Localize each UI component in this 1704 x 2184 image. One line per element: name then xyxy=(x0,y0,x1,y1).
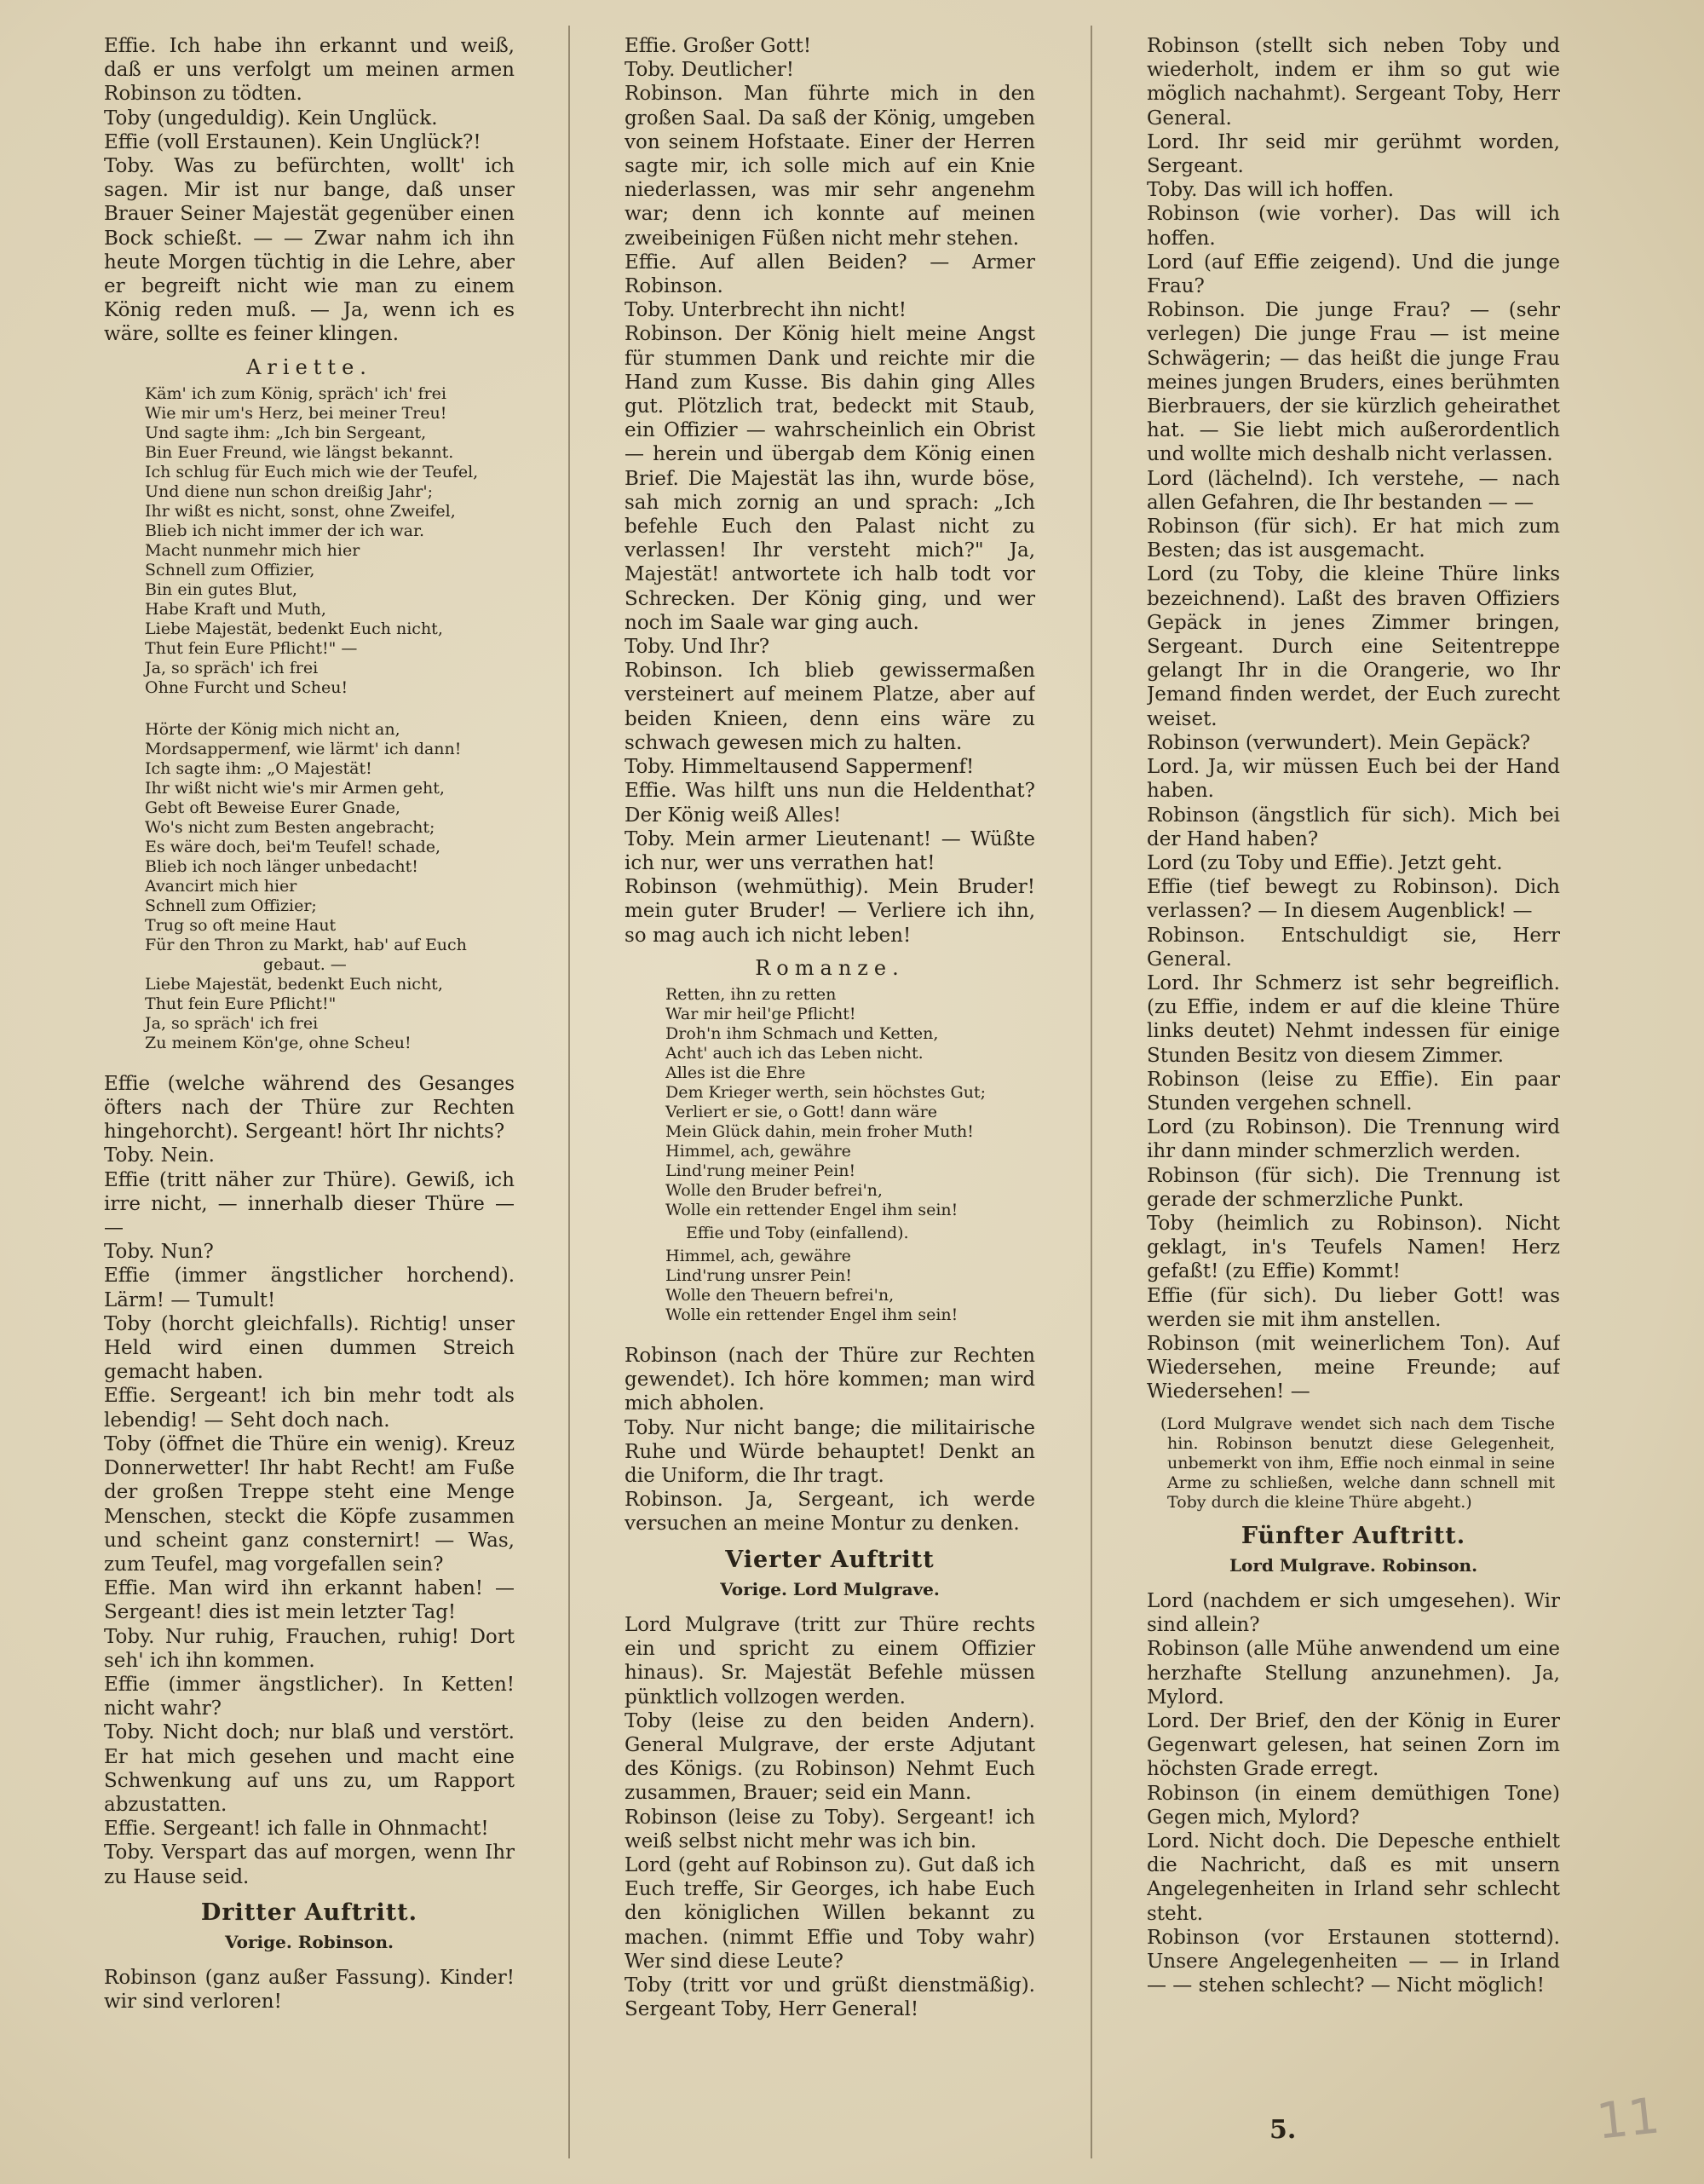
paragraph: Effie. Großer Gott! xyxy=(625,35,812,57)
verse-line: Wolle ein rettender Engel ihm sein! xyxy=(665,1200,958,1219)
paragraph: Robinson (vor Erstaunen stotternd). Unsere Angelegenheiten — — in Irland — — stehen schlecht? — Nicht möglich! xyxy=(1147,1926,1560,1997)
paragraph: Robinson. Ja, Sergeant, ich werde versuchen an meine Montur zu denken. xyxy=(625,1489,1035,1536)
verse-line: Retten, ihn zu retten xyxy=(665,984,837,1004)
verse-line: Acht' auch ich das Leben nicht. xyxy=(665,1043,924,1063)
song-title: Ariette. xyxy=(246,354,372,379)
verse-line: Ihr wißt nicht wie's mir Armen geht, xyxy=(145,778,445,798)
stage-direction: (Lord Mulgrave wendet sich nach dem Tische hin. Robinson benutzt diese Gelegenheit, unbemerkt von ihm, Effie noch einmal in seine Arme zu schließen, welche dann schnell mit Toby durch die kleine Thüre abgeht.) xyxy=(1160,1414,1555,1512)
paragraph: Effie (tief bewegt zu Robinson). Dich verlassen? — In diesem Augenblick! — xyxy=(1147,876,1560,923)
romanze-stanza-2 xyxy=(665,1247,1035,1325)
ariette-stanza-2 xyxy=(145,720,515,1053)
verse-line: Ja, so spräch' ich frei xyxy=(145,658,319,677)
verse-line: Habe Kraft und Muth, xyxy=(145,599,326,619)
page-number: 5. xyxy=(1269,2115,1297,2145)
paragraph: Lord (zu Toby und Effie). Jetzt geht. xyxy=(1147,851,1503,874)
verse-line: gebaut. — xyxy=(145,954,347,974)
paragraph: Robinson (ganz außer Fassung). Kinder! wir sind verloren! xyxy=(104,1967,515,2014)
verse-line: Bin ein gutes Blut, xyxy=(145,579,297,599)
paragraph: Robinson (ängstlich für sich). Mich bei der Hand haben? xyxy=(1147,804,1560,850)
paragraph: Robinson (stellt sich neben Toby und wiederholt, indem er ihm so gut wie möglich nachahmt). Sergeant Toby, Herr General. xyxy=(1147,35,1560,130)
paragraph: Effie. Auf allen Beiden? — Armer Robinson. xyxy=(625,251,1035,298)
verse-line: Ihr wißt es nicht, sonst, ohne Zweifel, xyxy=(145,501,456,521)
paragraph: Effie. Was hilft uns nun die Heldenthat? Der König weiß Alles! xyxy=(625,780,1035,827)
paragraph: Toby (ungeduldig). Kein Unglück. xyxy=(104,107,438,130)
paragraph: Lord (lächelnd). Ich verstehe, — nach allen Gefahren, die Ihr bestanden — — xyxy=(1147,467,1560,514)
paragraph: Lord (auf Effie zeigend). Und die junge Frau? xyxy=(1147,251,1560,298)
verse-line: Wo's nicht zum Besten angebracht; xyxy=(145,817,435,837)
paragraph: Effie (tritt näher zur Thüre). Gewiß, ich irre nicht, — innerhalb dieser Thüre — — xyxy=(104,1168,515,1240)
paragraph: Robinson (in einem demüthigen Tone) Gegen mich, Mylord? xyxy=(1147,1782,1560,1829)
scene-heading: Vierter Auftritt xyxy=(725,1546,935,1573)
verse-line: Wie mir um's Herz, bei meiner Treu! xyxy=(145,403,447,423)
paragraph: Robinson (verwundert). Mein Gepäck? xyxy=(1147,731,1531,754)
verse-line: Zu meinem Kön'ge, ohne Scheu! xyxy=(145,1033,412,1052)
paragraph: Toby (öffnet die Thüre ein wenig). Kreuz Donnerwetter! Ihr habt Recht! am Fuße der großen Treppe steht eine Menge Menschen, steckt die Köpfe zusammen und scheint ganz consternirt! — Was, zum Teufel, mag vorgefallen sein? xyxy=(104,1432,515,1576)
paragraph: Lord Mulgrave (tritt zur Thüre rechts ein und spricht zu einem Offizier hinaus). Sr. Majestät Befehle müssen pünktlich vollzogen werden. xyxy=(625,1613,1035,1709)
paragraph: Lord. Ihr seid mir gerühmt worden, Sergeant. xyxy=(1147,130,1560,178)
verse-line: Liebe Majestät, bedenkt Euch nicht, xyxy=(145,974,443,994)
verse-line: Ohne Furcht und Scheu! xyxy=(145,677,348,697)
verse-line: Für den Thron zu Markt, hab' auf Euch xyxy=(145,935,467,954)
song-title: Romanze. xyxy=(755,955,905,980)
paragraph: Toby. Mein armer Lieutenant! — Wüßte ich nur, wer uns verrathen hat! xyxy=(625,827,1035,874)
verse-line: Mein Glück dahin, mein froher Muth! xyxy=(665,1121,974,1141)
pencil-annotation: 11 xyxy=(1593,2086,1663,2151)
paragraph: Robinson (wehmüthig). Mein Bruder! mein guter Bruder! — Verliere ich ihn, so mag auch ich nicht leben! xyxy=(625,876,1035,947)
scene-characters: Vorige. Robinson. xyxy=(225,1931,394,1952)
verse-line: Verliert er sie, o Gott! dann wäre xyxy=(665,1102,937,1121)
paragraph: Toby (leise zu den beiden Andern). General Mulgrave, der erste Adjutant des Königs. (zu Robinson) Nehmt Euch zusammen, Brauer; seid ein Mann. xyxy=(625,1709,1035,1805)
paragraph: Lord (geht auf Robinson zu). Gut daß ich Euch treffe, Sir Georges, ich habe Euch den königlichen Willen bekannt zu machen. (nimmt Effie und Toby wahr) Wer sind diese Leute? xyxy=(625,1853,1035,1973)
paragraph: Toby (tritt vor und grüßt dienstmäßig). Sergeant Toby, Herr General! xyxy=(625,1974,1035,2021)
paragraph: Robinson (leise zu Effie). Ein paar Stunden vergehen schnell. xyxy=(1147,1068,1560,1115)
paragraph: Robinson. Der König hielt meine Angst für stummen Dank und reichte mir die Hand zum Kusse. Bis dahin ging Alles gut. Plötzlich trat, bedeckt mit Staub, ein Offizier — wahrscheinlich ein Obrist — herein und übergab dem König einen Brief. Die Majestät las ihn, wurde böse, sah mich zornig an und sprach: „Ich befehle Euch den Palast nicht zu verlassen! Ihr versteht mich?" Ja, Majestät! antwortete ich halb todt vor Schrecken. Der König ging, und wer noch im Saale war ging auch. xyxy=(625,323,1035,634)
paragraph: Robinson (nach der Thüre zur Rechten gewendet). Ich höre kommen; man wird mich abholen. xyxy=(625,1344,1035,1415)
verse-line: Avancirt mich hier xyxy=(145,876,297,896)
paragraph: Lord (zu Robinson). Die Trennung wird ihr dann minder schmerzlich werden. xyxy=(1147,1116,1560,1163)
verse-line: Macht nunmehr mich hier xyxy=(145,540,360,560)
paragraph: Robinson (leise zu Toby). Sergeant! ich weiß selbst nicht mehr was ich bin. xyxy=(625,1806,1035,1853)
romanze-stanza-1 xyxy=(665,985,1035,1220)
paragraph: Lord. Ihr Schmerz ist sehr begreiflich. (zu Effie, indem er auf die kleine Thüre links deutet) Nehmt indessen für einige Stunden Besitz von diesem Zimmer. xyxy=(1147,971,1560,1067)
romanze-cue: Effie und Toby (einfallend). xyxy=(686,1223,909,1242)
verse-line: Gebt oft Beweise Eurer Gnade, xyxy=(145,798,400,817)
verse-line: Blieb ich noch länger unbedacht! xyxy=(145,856,418,876)
paragraph: Toby. Nur ruhig, Frauchen, ruhig! Dort seh' ich ihn kommen. xyxy=(104,1625,515,1672)
verse-line: Himmel, ach, gewähre xyxy=(665,1246,851,1265)
scene-heading: Dritter Auftritt. xyxy=(200,1899,418,1926)
scene-heading: Fünfter Auftritt. xyxy=(1241,1522,1466,1549)
verse-line: Käm' ich zum König, spräch' ich' frei xyxy=(145,383,446,403)
verse-line: Blieb ich nicht immer der ich war. xyxy=(145,521,425,540)
verse-line: Wolle den Theuern befrei'n, xyxy=(665,1285,895,1305)
verse-line: Lind'rung meiner Pein! xyxy=(665,1161,856,1180)
paragraph: Robinson. Die junge Frau? — (sehr verlegen) Die junge Frau — ist meine Schwägerin; — das heißt die junge Frau meines jungen Bruders, eines berühmten Bierbrauers, der sie kürzlich geheirathet hat. — Sie liebt mich außerordentlich und wollte mich deshalb nicht verlassen. xyxy=(1147,299,1560,466)
verse-line: Dem Krieger werth, sein höchstes Gut; xyxy=(665,1082,986,1102)
paragraph: Toby. Und Ihr? xyxy=(625,636,770,659)
paragraph: Lord. Der Brief, den der König in Eurer Gegenwart gelesen, hat seinen Zorn im höchsten Grade erregt. xyxy=(1147,1710,1560,1781)
paragraph: Lord (nachdem er sich umgesehen). Wir sind allein? xyxy=(1147,1589,1560,1637)
verse-line: Es wäre doch, bei'm Teufel! schade, xyxy=(145,837,441,856)
column-1 xyxy=(104,34,515,2150)
paragraph: Toby. Verspart das auf morgen, wenn Ihr zu Hause seid. xyxy=(104,1841,515,1888)
verse-line: Schnell zum Offizier; xyxy=(145,896,317,915)
verse-line: Thut fein Eure Pflicht!" xyxy=(145,994,337,1013)
paragraph: Effie. Ich habe ihn erkannt und weiß, daß er uns verfolgt um meinen armen Robinson zu tödten. xyxy=(104,35,515,106)
paragraph: Toby. Deutlicher! xyxy=(625,59,795,82)
verse-line: Alles ist die Ehre xyxy=(665,1063,806,1082)
verse-line: Lind'rung unsrer Pein! xyxy=(665,1265,852,1285)
verse-line: Trug so oft meine Haut xyxy=(145,915,337,935)
paragraph: Toby. Nun? xyxy=(104,1241,214,1264)
column-3 xyxy=(1147,34,1560,2150)
verse-line: Wolle ein rettender Engel ihm sein! xyxy=(665,1305,958,1324)
column-rule xyxy=(1091,26,1092,2158)
paragraph: Effie. Sergeant! ich falle in Ohnmacht! xyxy=(104,1818,489,1841)
paragraph: Toby. Unterbrecht ihn nicht! xyxy=(625,299,907,322)
paragraph: Toby. Nein. xyxy=(104,1144,215,1167)
verse-line: Liebe Majestät, bedenkt Euch nicht, xyxy=(145,619,443,638)
paragraph: Lord. Nicht doch. Die Depesche enthielt die Nachricht, daß es mit unsern Angelegenheiten in Irland sehr schlecht steht. xyxy=(1147,1830,1560,1925)
paragraph: Lord (zu Toby, die kleine Thüre links bezeichnend). Laßt des braven Offiziers Gepäck in jenes Zimmer bringen, Sergeant. Durch eine Seitentreppe gelangt Ihr in die Orangerie, wo Ihr Jemand finden werdet, der Euch zurecht weiset. xyxy=(1147,563,1560,730)
paragraph: Toby. Was zu befürchten, wollt' ich sagen. Mir ist nur bange, daß unser Brauer Seiner Majestät gegenüber einen Bock schießt. — — Zwar nahm ich ihn heute Morgen tüchtig in die Lehre, aber er begreift nicht wie man zu einem König reden muß. — Ja, wenn ich es wäre, sollte es feiner klingen. xyxy=(104,155,515,346)
paragraph: Toby (heimlich zu Robinson). Nicht geklagt, in's Teufels Namen! Herz gefaßt! (zu Effie) Kommt! xyxy=(1147,1212,1560,1283)
verse-line: Thut fein Eure Pflicht!" — xyxy=(145,638,358,658)
column-2 xyxy=(625,34,1035,2150)
paragraph: Robinson (für sich). Die Trennung ist gerade der schmerzliche Punkt. xyxy=(1147,1164,1560,1211)
paragraph: Effie (immer ängstlicher). In Ketten! nicht wahr? xyxy=(104,1673,515,1720)
paragraph: Toby. Nicht doch; nur blaß und verstört. Er hat mich gesehen und macht eine Schwenkung auf uns zu, um Rapport abzustatten. xyxy=(104,1721,515,1816)
column-rule xyxy=(568,26,570,2158)
paragraph: Toby. Himmeltausend Sappermenf! xyxy=(625,756,975,779)
verse-line: Wolle den Bruder befrei'n, xyxy=(665,1180,883,1200)
paragraph: Robinson. Ich blieb gewissermaßen versteinert auf meinem Platze, aber auf beiden Knieen, denn eins wäre zu schwach gewesen mich zu halten. xyxy=(625,660,1035,754)
verse-line: Und sagte ihm: „Ich bin Sergeant, xyxy=(145,423,427,442)
verse-line: Bin Euer Freund, wie längst bekannt. xyxy=(145,442,454,462)
paragraph: Robinson. Man führte mich in den großen Saal. Da saß der König, umgeben von seinem Hofstaate. Einer der Herren sagte mir, ich solle mich auf ein Knie niederlassen, was mir sehr angenehm war; denn ich konnte auf meinen zweibeinigen Füßen nicht mehr stehen. xyxy=(625,83,1035,250)
verse-line: Schnell zum Offizier, xyxy=(145,560,315,579)
verse-line: Und diene nun schon dreißig Jahr'; xyxy=(145,481,433,501)
verse-line: Ja, so spräch' ich frei xyxy=(145,1013,319,1033)
paragraph: Effie. Man wird ihn erkannt haben! — Sergeant! dies ist mein letzter Tag! xyxy=(104,1577,515,1624)
verse-line: Hörte der König mich nicht an, xyxy=(145,719,400,739)
paragraph: Effie (voll Erstaunen). Kein Unglück?! xyxy=(104,130,481,153)
paragraph: Robinson (mit weinerlichem Ton). Auf Wiedersehen, meine Freunde; auf Wiedersehen! — xyxy=(1147,1332,1560,1403)
paragraph: Effie. Sergeant! ich bin mehr todt als lebendig! — Seht doch nach. xyxy=(104,1385,515,1432)
paragraph: Toby. Nur nicht bange; die militairische Ruhe und Würde behauptet! Denkt an die Uniform, die Ihr tragt. xyxy=(625,1416,1035,1487)
paragraph: Effie (welche während des Gesanges öfters nach der Thüre zur Rechten hingehorcht). Sergeant! hört Ihr nichts? xyxy=(104,1072,515,1144)
paragraph: Lord. Ja, wir müssen Euch bei der Hand haben. xyxy=(1147,756,1560,803)
scene-characters: Vorige. Lord Mulgrave. xyxy=(720,1578,940,1599)
paragraph: Effie (immer ängstlicher horchend). Lärm! — Tumult! xyxy=(104,1265,515,1311)
paragraph: Effie (für sich). Du lieber Gott! was werden sie mit ihm anstellen. xyxy=(1147,1284,1560,1331)
paragraph: Robinson (alle Mühe anwendend um eine herzhafte Stellung anzunehmen). Ja, Mylord. xyxy=(1147,1638,1560,1709)
verse-line: Himmel, ach, gewähre xyxy=(665,1141,851,1161)
paragraph: Robinson (für sich). Er hat mich zum Besten; das ist ausgemacht. xyxy=(1147,516,1560,562)
verse-line: Ich schlug für Euch mich wie der Teufel, xyxy=(145,462,479,481)
paragraph: Toby (horcht gleichfalls). Richtig! unser Held wird einen dummen Streich gemacht haben. xyxy=(104,1312,515,1384)
verse-line: Ich sagte ihm: „O Majestät! xyxy=(145,758,372,778)
verse-line: War mir heil'ge Pflicht! xyxy=(665,1004,856,1023)
scene-characters: Lord Mulgrave. Robinson. xyxy=(1229,1554,1478,1576)
ariette-stanza-1 xyxy=(145,384,515,698)
verse-line: Droh'n ihm Schmach und Ketten, xyxy=(665,1023,939,1043)
paragraph: Robinson. Entschuldigt sie, Herr General. xyxy=(1147,924,1560,971)
verse-line: Mordsappermenf, wie lärmt' ich dann! xyxy=(145,739,462,758)
paragraph: Toby. Das will ich hoffen. xyxy=(1147,179,1395,202)
paragraph: Robinson (wie vorher). Das will ich hoffen. xyxy=(1147,203,1560,250)
